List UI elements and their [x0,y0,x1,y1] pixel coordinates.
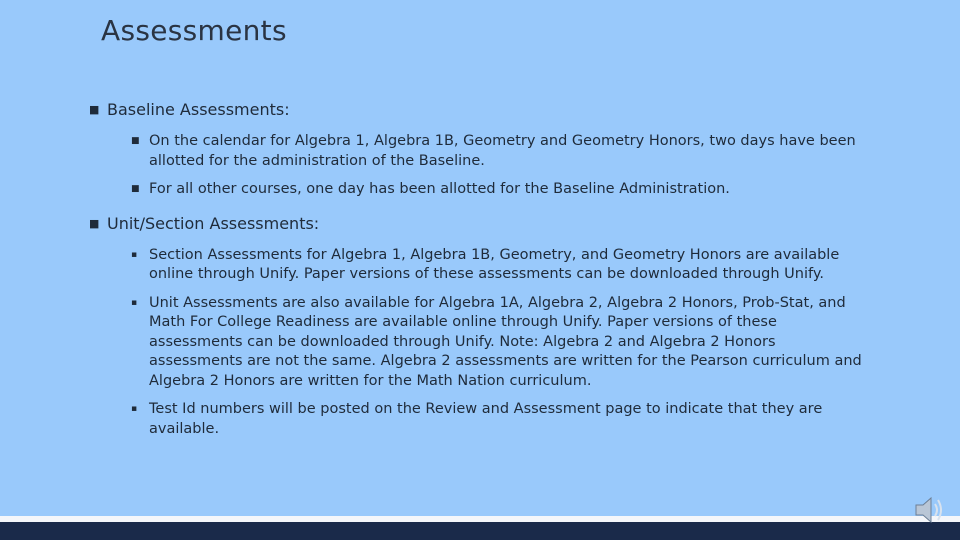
list-item: ▪ Section Assessments for Algebra 1, Algebra 1B, Geometry, and Geometry Honors are available online through Unify. Paper versions of these assessments can be downloaded through Unify. [131,246,840,282]
square-bullet-icon: ■ [131,184,140,194]
dot-bullet-icon: ▪ [131,297,138,308]
dot-bullet-icon: ▪ [131,404,138,414]
list-item: ■ For all other courses, one day has been allotted for the Baseline Administration. [131,180,869,200]
slide-title: Assessments [101,14,287,47]
sub-list [131,132,869,200]
section-heading: Baseline Assessments: [107,100,290,119]
dot-bullet-icon: ▪ [131,249,138,260]
slide-content [89,100,869,451]
square-bullet-icon: ■ [131,136,140,146]
list-item: ■ On the calendar for Algebra 1, Algebra 1B, Geometry and Geometry Honors, two days have been allotted for the administration of the Baseline. [131,133,856,169]
speaker-icon[interactable] [913,494,949,526]
list-item: ▪ Test Id numbers will be posted on the Review and Assessment page to indicate that they are available. [131,401,823,437]
square-bullet-icon: ■ [89,216,100,230]
footer-bar [0,522,960,540]
section-heading: Unit/Section Assessments: [107,213,320,233]
section-baseline [89,100,869,200]
list-item: ▪ Unit Assessments are also available for Algebra 1A, Algebra 2, Algebra 2 Honors, Prob-Stat, and Math For College Readiness are available online through Unify. Paper versions of these assessments can be downloaded through Unify. Note: Algebra 2 and Algebra 2 Honors assessments are not the same. Algebra 2 assessments are written for the Pearson curriculum and Algebra 2 Honors are written for the Math Nation curriculum. [131,294,862,389]
section-unit-section [89,214,869,440]
sub-list [131,246,869,440]
square-bullet-icon: ■ [89,103,100,116]
